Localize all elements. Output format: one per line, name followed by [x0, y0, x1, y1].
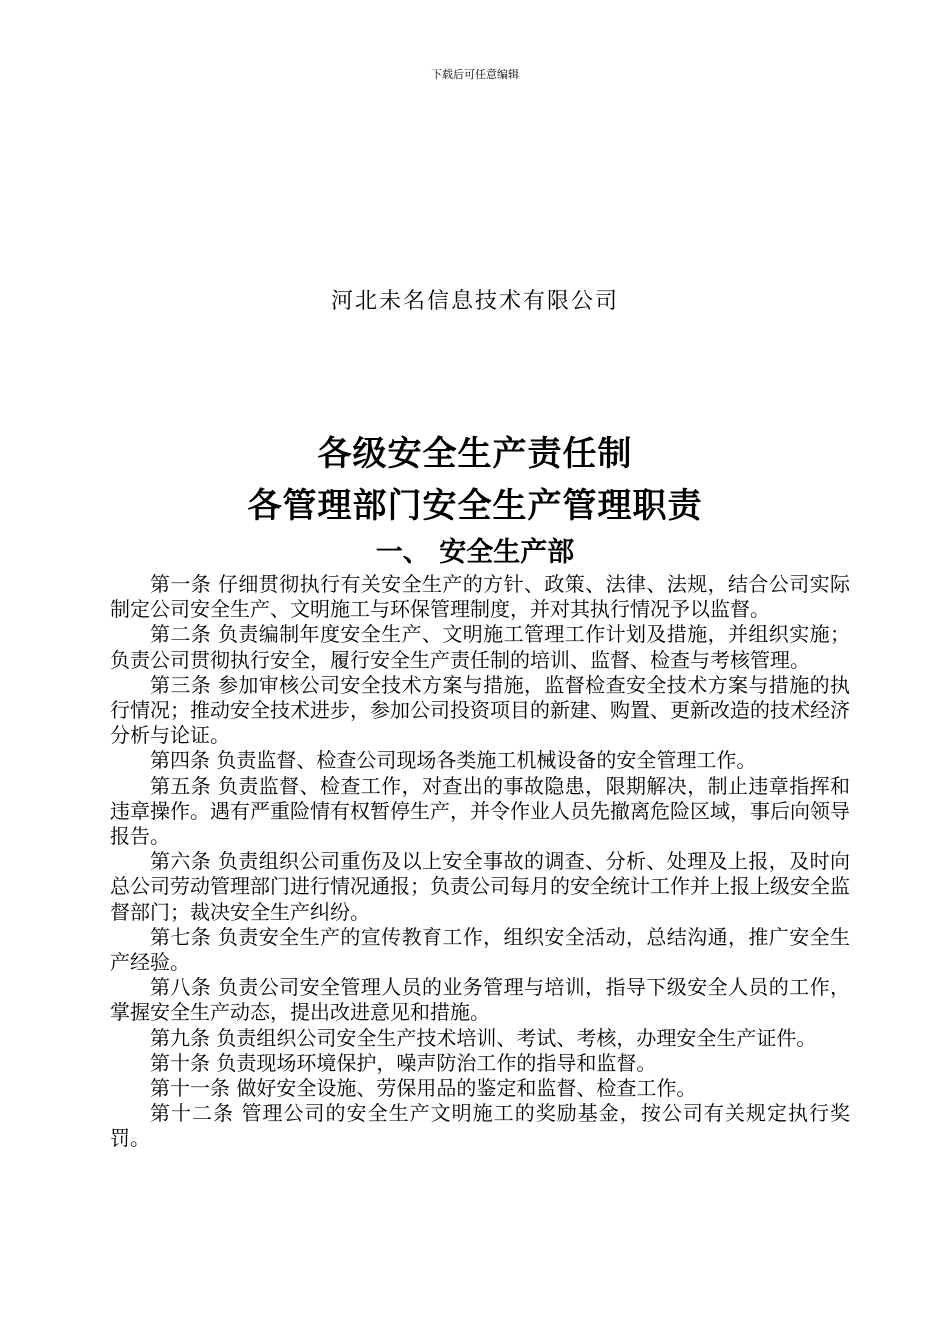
- document-title: 各级安全生产责任制: [317, 434, 633, 474]
- article-2: 第二条 负责编制年度安全生产、文明施工管理工作计划及措施，并组织实施；负责公司贯彻执行安全，履行安全生产责任制的培训、监督、检查与考核管理。: [110, 622, 850, 672]
- article-3: 第三条 参加审核公司安全技术方案与措施，监督检查安全技术方案与措施的执行情况；推动安全技术进步，参加公司投资项目的新建、购置、更新改造的技术经济分析与论证。: [110, 672, 850, 748]
- section-heading: 一、 安全生产部: [375, 537, 575, 568]
- article-9: 第九条 负责组织公司安全生产技术培训、考试、考核，办理安全生产证件。: [150, 1025, 817, 1050]
- article-7: 第七条 负责安全生产的宣传教育工作，组织安全活动，总结沟通，推广安全生产经验。: [110, 924, 850, 975]
- article-list: [110, 572, 850, 1152]
- article-10: 第十条 负责现场环境保护，噪声防治工作的指导和监督。: [150, 1050, 657, 1075]
- header-note: 下载后可任意编辑: [431, 68, 519, 81]
- company-name: 河北未名信息技术有限公司: [330, 289, 619, 314]
- article-1: 第一条 仔细贯彻执行有关安全生产的方针、政策、法律、法规，结合公司实际制定公司安全生产、文明施工与环保管理制度，并对其执行情况予以监督。: [110, 572, 850, 622]
- article-12: 第十二条 管理公司的安全生产文明施工的奖励基金，按公司有关规定执行奖罚。: [110, 1101, 850, 1151]
- document-subtitle: 各管理部门安全生产管理职责: [247, 486, 703, 526]
- article-4: 第四条 负责监督、检查公司现场各类施工机械设备的安全管理工作。: [150, 748, 757, 773]
- article-5: 第五条 负责监督、检查工作，对查出的事故隐患，限期解决，制止违章指挥和违章操作。遇有严重险情有权暂停生产，并令作业人员先撤离危险区域，事后向领导报告。: [110, 773, 850, 849]
- article-11: 第十一条 做好安全设施、劳保用品的鉴定和监督、检查工作。: [150, 1076, 697, 1101]
- article-8: 第八条 负责公司安全管理人员的业务管理与培训，指导下级安全人员的工作，掌握安全生产动态，提出改进意见和措施。: [110, 975, 850, 1025]
- article-6: 第六条 负责组织公司重伤及以上安全事故的调查、分析、处理及上报，及时向总公司劳动管理部门进行情况通报；负责公司每月的安全统计工作并上报上级安全监督部门；裁决安全生产纠纷。: [110, 849, 850, 924]
